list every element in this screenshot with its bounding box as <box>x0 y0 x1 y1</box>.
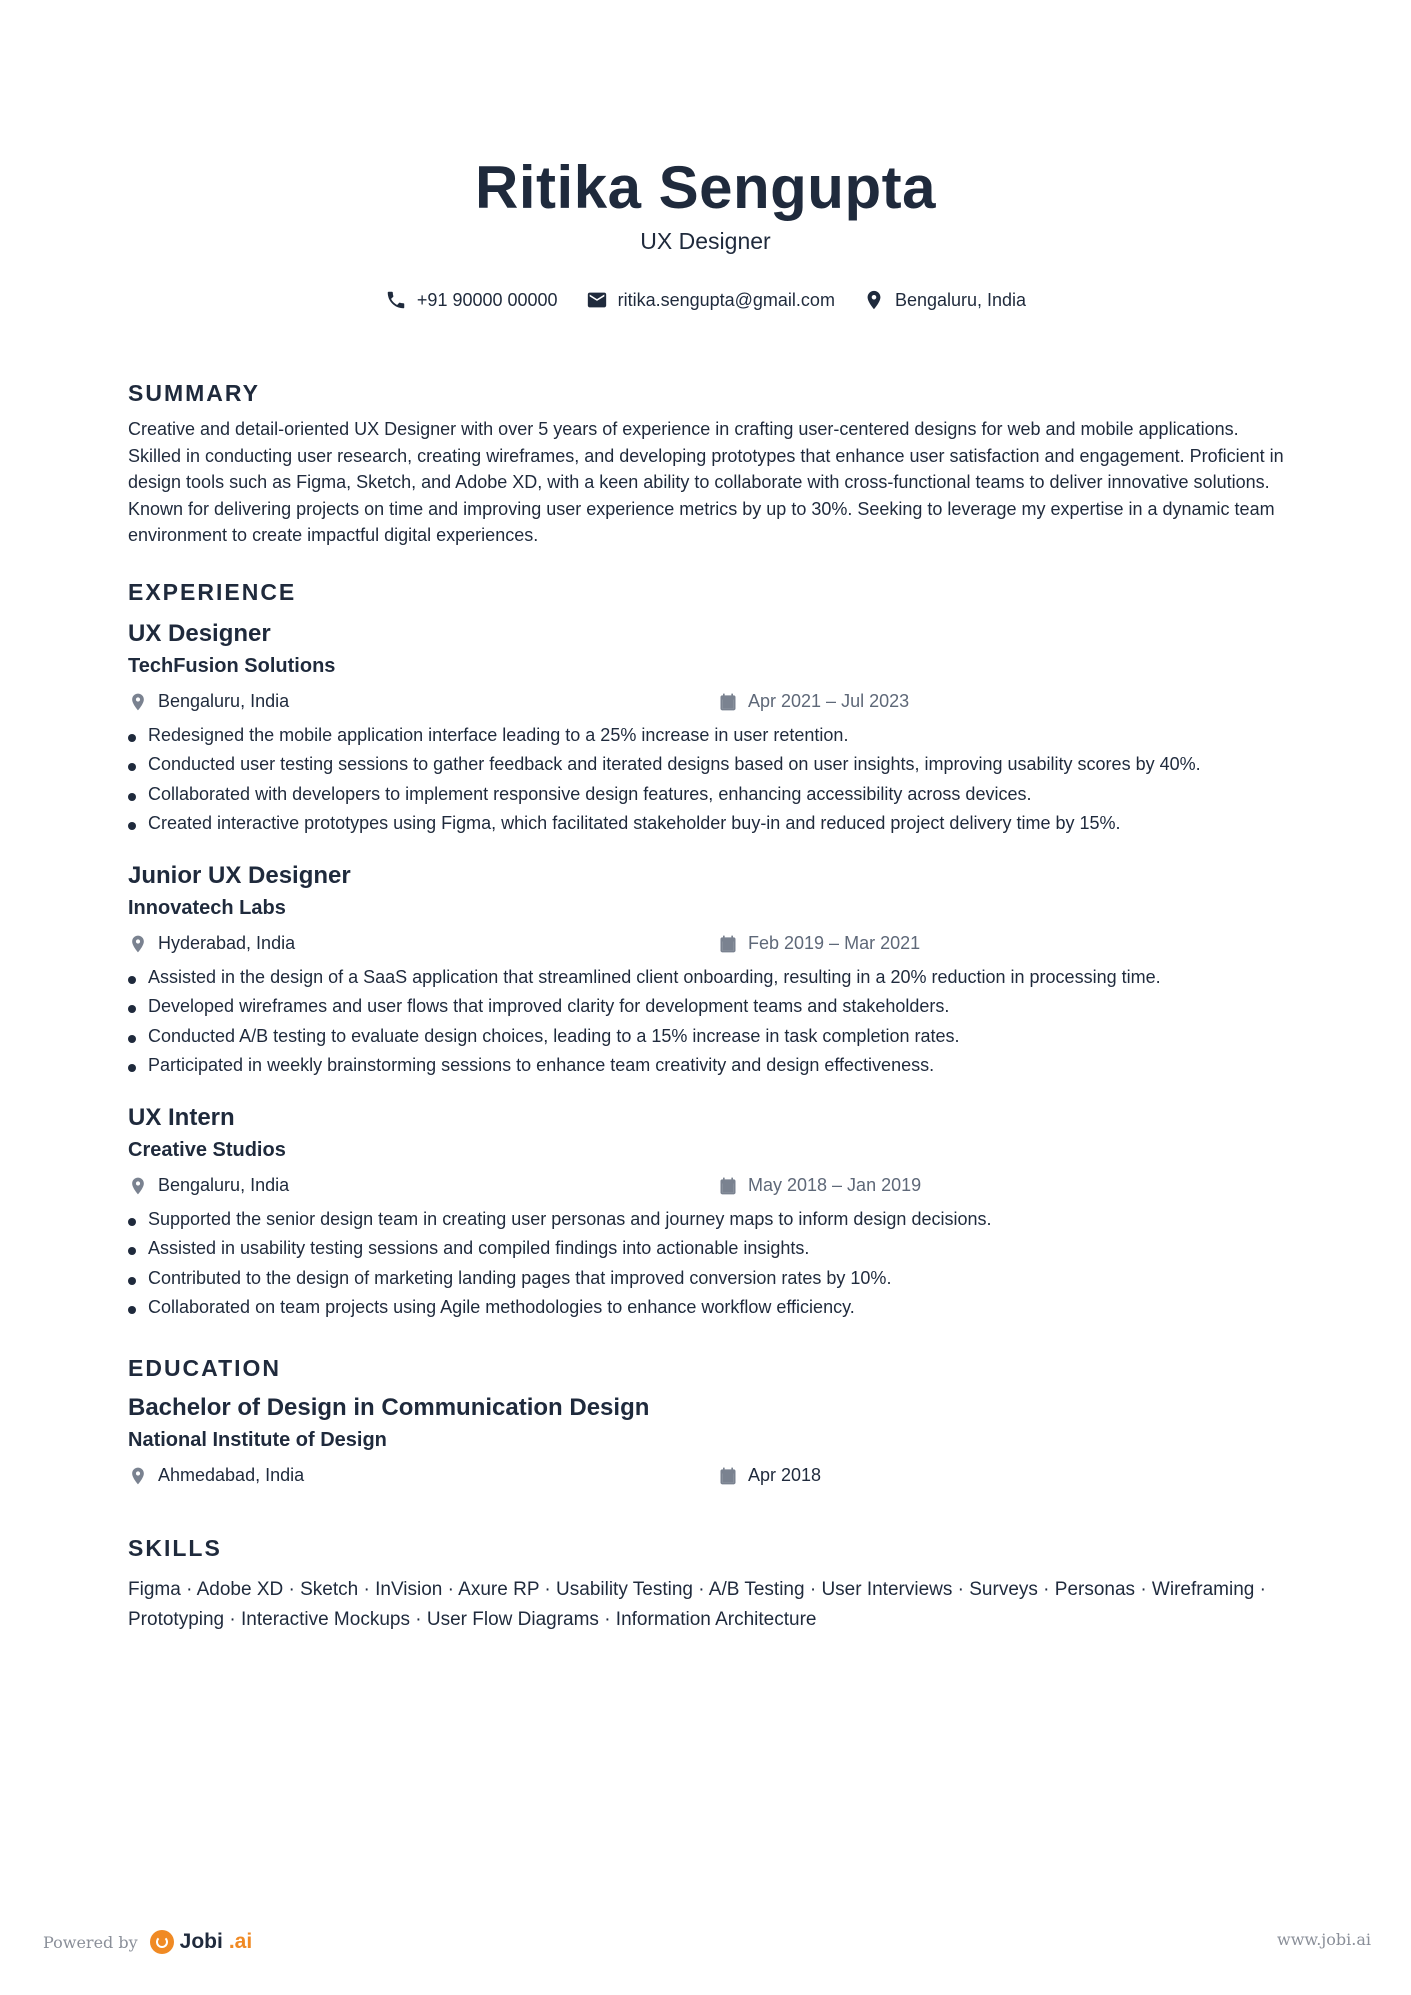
location-pin-icon <box>863 289 885 311</box>
education-meta <box>128 1461 1288 1491</box>
job-company: Innovatech Labs <box>128 896 286 919</box>
contact-bar <box>0 286 1411 314</box>
job-company: Creative Studios <box>128 1138 286 1161</box>
contact-phone <box>385 286 558 314</box>
calendar-icon <box>718 692 738 712</box>
brand-suffix: .ai <box>228 1930 253 1953</box>
job-meta <box>128 1171 1288 1201</box>
calendar-icon <box>718 934 738 954</box>
calendar-icon <box>718 1176 738 1196</box>
job-location-text: Hyderabad, India <box>158 933 296 953</box>
job-dates-text: Feb 2019 – Mar 2021 <box>748 933 921 953</box>
summary-section <box>128 376 1288 549</box>
job-location <box>128 933 718 954</box>
education-date-text: Apr 2018 <box>748 1465 822 1485</box>
contact-email <box>586 286 835 314</box>
list-item: Developed wireframes and user flows that improved clarity for development teams and stakeholders. <box>128 992 1288 1022</box>
job-meta <box>128 929 1288 959</box>
list-item: Conducted user testing sessions to gather feedback and iterated designs based on user insights, improving usability scores by 40%. <box>128 750 1288 780</box>
skills-heading: SKILLS <box>128 1534 222 1561</box>
resume-body <box>128 376 1288 1635</box>
job-meta <box>128 687 1288 717</box>
job-bullets <box>128 721 1288 839</box>
list-item: Conducted A/B testing to evaluate design choices, leading to a 15% increase in task completion rates. <box>128 1022 1288 1052</box>
location-pin-icon <box>128 692 148 712</box>
skills-text: Figma · Adobe XD · Sketch · InVision · Axure RP · Usability Testing · A/B Testing · User Interviews · Surveys · Personas · Wireframing · Prototyping · Interactive Mockups · User Flow Diagrams · Information Architecture <box>128 1578 1266 1630</box>
calendar-icon <box>718 1466 738 1486</box>
job-title: UX Designer <box>128 619 271 647</box>
education-location <box>128 1465 718 1486</box>
job-entry <box>128 617 1288 839</box>
list-item: Assisted in usability testing sessions and compiled findings into actionable insights. <box>128 1234 1288 1264</box>
degree-title: Bachelor of Design in Communication Design <box>128 1393 650 1421</box>
education-heading: EDUCATION <box>128 1354 282 1381</box>
list-item: Collaborated with developers to implement responsive design features, enhancing accessibility across devices. <box>128 780 1288 810</box>
job-location-text: Bengaluru, India <box>158 1175 290 1195</box>
phone-text: +91 90000 00000 <box>416 290 558 310</box>
education-entry <box>128 1391 1288 1491</box>
list-item: Redesigned the mobile application interface leading to a 25% increase in user retention. <box>128 721 1288 751</box>
location-pin-icon <box>128 1466 148 1486</box>
job-bullets <box>128 1205 1288 1323</box>
location-text: Bengaluru, India <box>894 290 1027 310</box>
job-dates-text: Apr 2021 – Jul 2023 <box>748 691 910 711</box>
job-company: TechFusion Solutions <box>128 654 336 677</box>
job-title: Junior UX Designer <box>128 861 351 889</box>
job-dates <box>718 1175 921 1196</box>
list-item: Participated in weekly brainstorming sessions to enhance team creativity and design effectiveness. <box>128 1051 1288 1081</box>
job-title: UX Intern <box>128 1103 235 1131</box>
job-dates-text: May 2018 – Jan 2019 <box>748 1175 922 1195</box>
contact-location <box>863 286 1026 314</box>
powered-by-label: Powered by <box>43 1932 138 1952</box>
job-bullets <box>128 963 1288 1081</box>
location-pin-icon <box>128 1176 148 1196</box>
brand-logo[interactable] <box>150 1930 253 1954</box>
education-date <box>718 1465 821 1486</box>
experience-section <box>128 575 1288 1323</box>
candidate-name: Ritika Sengupta <box>475 154 936 221</box>
list-item: Assisted in the design of a SaaS application that streamlined client onboarding, resulting in a 20% reduction in processing time. <box>128 963 1288 993</box>
list-item: Created interactive prototypes using Figma, which facilitated stakeholder buy-in and reduced project delivery time by 15%. <box>128 809 1288 839</box>
phone-icon <box>385 289 407 311</box>
summary-heading: SUMMARY <box>128 380 260 406</box>
education-section <box>128 1351 1288 1491</box>
mail-icon <box>586 289 608 311</box>
list-item: Contributed to the design of marketing landing pages that improved conversion rates by 10%. <box>128 1264 1288 1294</box>
job-location <box>128 1175 718 1196</box>
job-entry <box>128 859 1288 1081</box>
email-text: ritika.sengupta@gmail.com <box>617 290 835 310</box>
summary-text: Creative and detail-oriented UX Designer with over 5 years of experience in crafting user-centered designs for web and mobile applications. Skilled in conducting user research, creating wireframes, and developing prototypes that enhance user satisfaction and engagement. Proficient in design tools such as Figma, Sketch, and Adobe XD, with a keen ability to collaborate with cross-functional teams to deliver innovative solutions. Known for delivering projects on time and improving user experience metrics by up to 30%. Seeking to leverage my expertise in a dynamic team environment to create impactful digital experiences. <box>128 419 1284 545</box>
job-dates <box>718 691 909 712</box>
powered-by-footer <box>43 1930 252 1954</box>
website-link[interactable]: www.jobi.ai <box>1277 1930 1371 1949</box>
school-name: National Institute of Design <box>128 1428 387 1451</box>
list-item: Collaborated on team projects using Agile methodologies to enhance workflow efficiency. <box>128 1293 1288 1323</box>
skills-section <box>128 1531 1288 1635</box>
job-dates <box>718 933 920 954</box>
brand-main: Jobi <box>179 1930 223 1953</box>
job-location-text: Bengaluru, India <box>158 691 290 711</box>
job-entry <box>128 1101 1288 1323</box>
jobi-logo-icon <box>150 1930 174 1954</box>
experience-heading: EXPERIENCE <box>128 578 297 605</box>
job-location <box>128 691 718 712</box>
candidate-role: UX Designer <box>640 228 771 254</box>
list-item: Supported the senior design team in creating user personas and journey maps to inform design decisions. <box>128 1205 1288 1235</box>
education-location-text: Ahmedabad, India <box>158 1465 305 1485</box>
location-pin-icon <box>128 934 148 954</box>
